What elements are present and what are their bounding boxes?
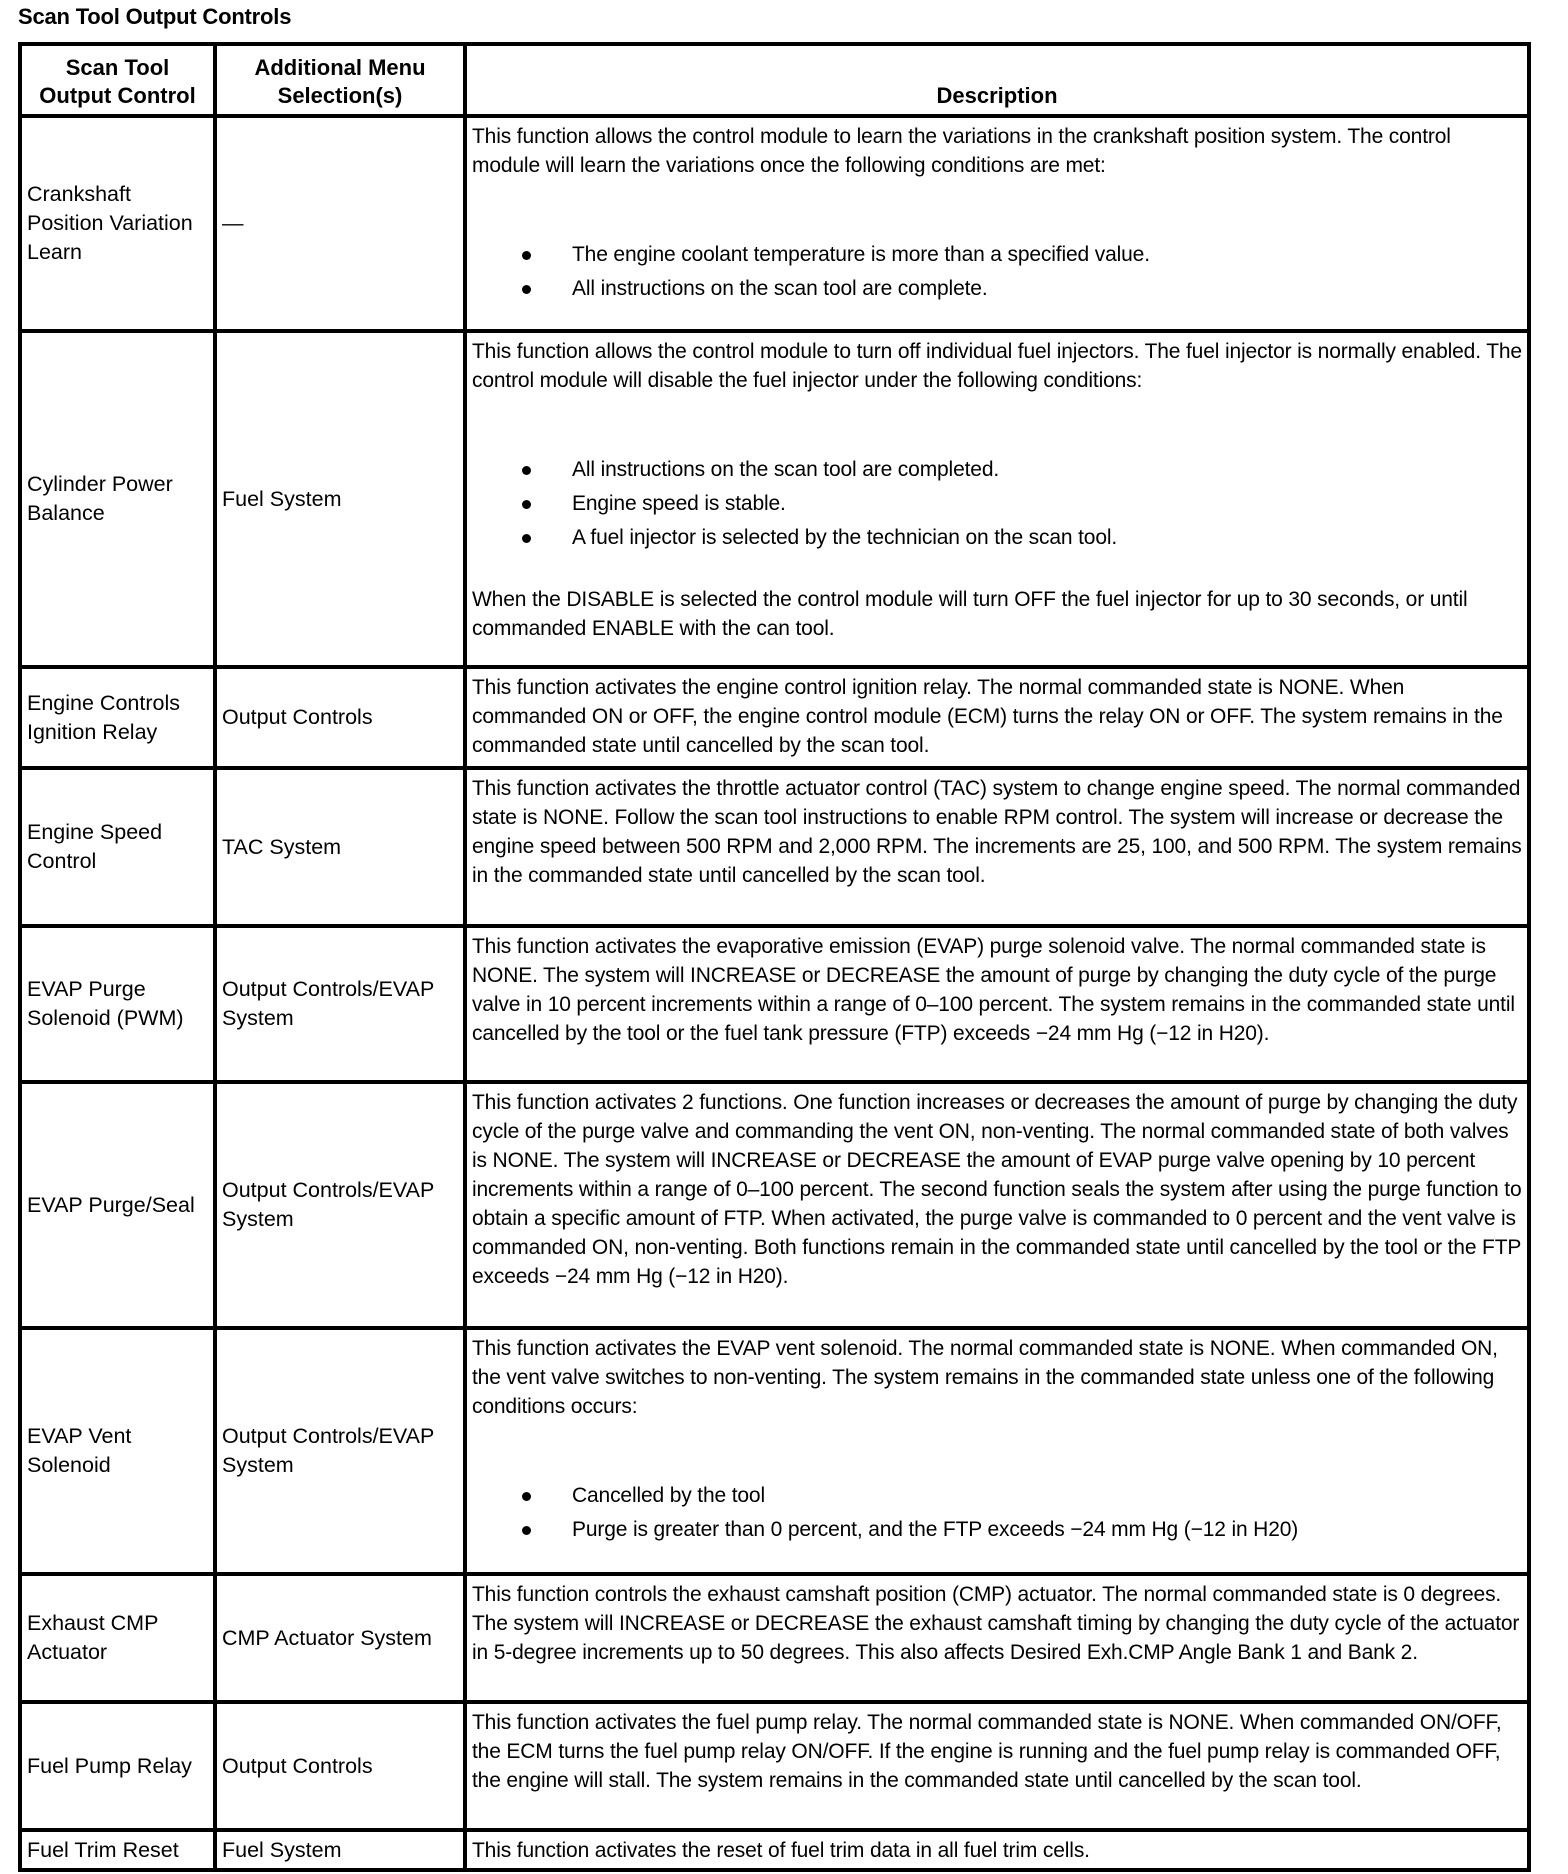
menu-selection: — [215, 116, 465, 331]
menu-selection: Output Controls [215, 1702, 465, 1830]
scan-tool-output-controls-table [18, 42, 1531, 1872]
description [465, 1574, 1529, 1702]
list-item [472, 238, 1522, 272]
bullet-icon [522, 466, 531, 475]
description-text: This function activates the fuel pump relay. The normal commanded state is NONE. When commanded ON/OFF, the ECM turns the fuel pump relay ON/OFF. If the engine is running and the fuel pump relay is commanded OFF, the engine will stall. The system remains in the commanded state until cancelled by the scan tool. [472, 1711, 1502, 1792]
list-item [472, 1513, 1522, 1547]
description [465, 667, 1529, 768]
description-text: This function activates the throttle actuator control (TAC) system to change engine speed. The normal commanded state is NONE. Follow the scan tool instructions to enable RPM control. The system will increase or decrease the engine speed between 500 RPM and 2,000 RPM. The increments are 25, 100, and 500 RPM. The system remains in the commanded state until cancelled by the scan tool. [472, 777, 1522, 887]
description-text: This function allows the control module to learn the variations in the crankshaft position system. The control module will learn the variations once the following conditions are met: [472, 125, 1451, 177]
table-row [20, 1830, 1529, 1870]
list-item [472, 272, 1522, 306]
description-note: When the DISABLE is selected the control module will turn OFF the fuel injector for up to 30 seconds, or until commanded ENABLE with the can tool. [472, 588, 1468, 640]
description-text: This function activates the EVAP vent solenoid. The normal commanded state is NONE. When commanded ON, the vent valve switches to non-venting. The system remains in the commanded state unless one of the following conditions occurs: [472, 1337, 1498, 1418]
bullet-icon [522, 285, 531, 294]
output-control-name: Cylinder Power Balance [20, 331, 215, 667]
list-item [472, 1479, 1522, 1513]
menu-selection: Output Controls/EVAP System [215, 1328, 465, 1574]
output-control-name: Crankshaft Position Variation Learn [20, 116, 215, 331]
description [465, 116, 1529, 331]
table-row [20, 331, 1529, 667]
output-control-name: EVAP Purge Solenoid (PWM) [20, 926, 215, 1082]
list-item-text: Engine speed is stable. [572, 492, 786, 515]
table-row [20, 667, 1529, 768]
description-text: This function activates the reset of fuel trim data in all fuel trim cells. [472, 1838, 1090, 1862]
description [465, 331, 1529, 667]
list-item-text: Purge is greater than 0 percent, and the FTP exceeds −24 mm Hg (−12 in H20) [572, 1518, 1299, 1541]
description [465, 768, 1529, 926]
menu-selection: CMP Actuator System [215, 1574, 465, 1702]
table-row [20, 1574, 1529, 1702]
bullet-icon [522, 1526, 531, 1535]
header-scan-tool-output-control: Scan Tool Output Control [20, 44, 215, 116]
bullet-icon [522, 500, 531, 509]
bullet-icon [522, 534, 531, 543]
table-row [20, 1702, 1529, 1830]
menu-selection: TAC System [215, 768, 465, 926]
output-control-name: Exhaust CMP Actuator [20, 1574, 215, 1702]
description [465, 1328, 1529, 1574]
output-control-name: Fuel Trim Reset [20, 1830, 215, 1870]
list-item-text: All instructions on the scan tool are completed. [572, 458, 1000, 481]
description-text: This function activates 2 functions. One function increases or decreases the amount of purge by changing the duty cycle of the purge valve and commanding the vent ON, non-venting. The normal commanded state of both valves is NONE. The system will INCREASE or DECREASE the amount of EVAP purge valve opening by 10 percent increments within a range of 0–100 percent. The second function seals the system after using the purge function to obtain a specific amount of FTP. When activated, the purge valve is commanded to 0 percent and the vent valve is commanded ON, non-venting. Both functions remain in the commanded state until cancelled by the tool or the FTP exceeds −24 mm Hg (−12 in H20). [472, 1091, 1522, 1288]
menu-selection: Fuel System [215, 331, 465, 667]
output-control-name: EVAP Vent Solenoid [20, 1328, 215, 1574]
description-text: This function allows the control module to turn off individual fuel injectors. The fuel injector is normally enabled. The control module will disable the fuel injector under the following conditions: [472, 340, 1522, 392]
conditions-list [472, 1479, 1522, 1547]
output-control-name: Fuel Pump Relay [20, 1702, 215, 1830]
conditions-list [472, 453, 1522, 555]
list-item-text: All instructions on the scan tool are complete. [572, 277, 988, 300]
table-row [20, 1328, 1529, 1574]
table-row [20, 768, 1529, 926]
output-control-name: EVAP Purge/Seal [20, 1082, 215, 1328]
description [465, 1702, 1529, 1830]
description-text: This function activates the engine control ignition relay. The normal commanded state is NONE. When commanded ON or OFF, the engine control module (ECM) turns the relay ON or OFF. The system remains in the commanded state until cancelled by the scan tool. [472, 676, 1503, 757]
list-item [472, 487, 1522, 521]
menu-selection: Fuel System [215, 1830, 465, 1870]
menu-selection: Output Controls/EVAP System [215, 1082, 465, 1328]
menu-selection: Output Controls/EVAP System [215, 926, 465, 1082]
header-description: Description [465, 44, 1529, 116]
conditions-list [472, 238, 1522, 306]
output-control-name: Engine Controls Ignition Relay [20, 667, 215, 768]
list-item-text: Cancelled by the tool [572, 1484, 765, 1507]
table-row [20, 1082, 1529, 1328]
table-header-row [20, 44, 1529, 116]
table-row [20, 926, 1529, 1082]
description [465, 926, 1529, 1082]
bullet-icon [522, 1492, 531, 1501]
description [465, 1082, 1529, 1328]
list-item-text: The engine coolant temperature is more than a specified value. [572, 243, 1150, 266]
description [465, 1830, 1529, 1870]
header-additional-menu-selections: Additional Menu Selection(s) [215, 44, 465, 116]
list-item [472, 521, 1522, 555]
bullet-icon [522, 251, 531, 260]
table-row [20, 116, 1529, 331]
menu-selection: Output Controls [215, 667, 465, 768]
list-item-text: A fuel injector is selected by the technician on the scan tool. [572, 526, 1118, 549]
list-item [472, 453, 1522, 487]
page-title: Scan Tool Output Controls [18, 4, 292, 29]
output-control-name: Engine Speed Control [20, 768, 215, 926]
description-text: This function activates the evaporative emission (EVAP) purge solenoid valve. The normal commanded state is NONE. The system will INCREASE or DECREASE the amount of purge by changing the duty cycle of the purge valve in 10 percent increments within a range of 0–100 percent. The system remains in the commanded state until cancelled by the tool or the fuel tank pressure (FTP) exceeds −24 mm Hg (−12 in H20). [472, 935, 1515, 1045]
description-text: This function controls the exhaust camshaft position (CMP) actuator. The normal commanded state is 0 degrees. The system will INCREASE or DECREASE the exhaust camshaft timing by changing the duty cycle of the actuator in 5-degree increments up to 50 degrees. This also affects Desired Exh.CMP Angle Bank 1 and Bank 2. [472, 1583, 1520, 1664]
